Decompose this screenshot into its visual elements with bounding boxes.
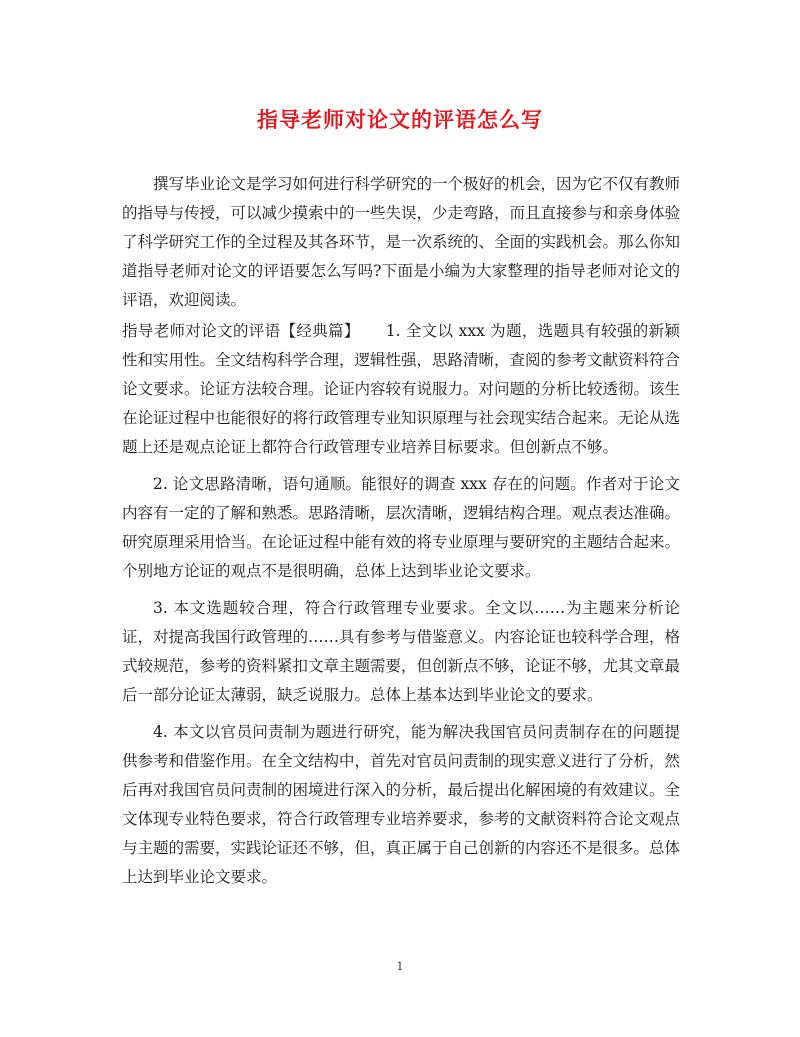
comment-item-3: 3. 本文选题较合理，符合行政管理专业要求。全文以……为主题来分析论证，对提高我国行政管理的……具有参考与借鉴意义。内容论证也较科学合理，格式较规范，参考的资料紧扣文章主题需要，但创新点不够，论证不够，尤其文章最后一部分论证太薄弱，缺乏说服力。总体上基本达到毕业论文的要求。 [122,599,681,704]
comment-item-1: 1. 全文以 xxx 为题，选题具有较强的新颖性和实用性。全文结构科学合理，逻辑性强，思路清晰，查阅的参考文献资料符合论文要求。论证方法较合理。论证内容较有说服力。对问题的分析比较透彻。该生在论证过程中也能很好的将行政管理专业知识原理与社会现实结合起来。无论从选题上还是观点论证上都符合行政管理专业培养目标要求。但创新点不够。 [122,322,681,456]
document-title: 指导老师对论文的评语怎么写 [257,107,543,132]
section-heading: 指导老师对论文的评语【经典篇】 [122,322,360,340]
section-paragraph [122,317,680,462]
intro-paragraph: 撰写毕业论文是学习如何进行科学研究的一个极好的机会，因为它不仅有教师的指导与传授，可以减少摸索中的一些失误，少走弯路，而且直接参与和亲身体验了科学研究工作的全过程及其各环节，是一次系统的、全面的实践机会。那么你知道指导老师对论文的评语要怎么写吗?下面是小编为大家整理的指导老师对论文的评语，欢迎阅读。 [122,175,681,309]
comment-item-2: 2. 论文思路清晰，语句通顺。能很好的调查 xxx 存在的问题。作者对于论文内容有一定的了解和熟悉。思路清晰，层次清晰，逻辑结构合理。观点表达准确。研究原理采用恰当。在论证过程中能有效的将专业原理与要研究的主题结合起来。个别地方论证的观点不是很明确，总体上达到毕业论文要求。 [122,475,681,580]
page-number: 1 [396,960,404,973]
document-body [122,170,680,892]
comment-item-4: 4. 本文以官员问责制为题进行研究，能为解决我国官员问责制存在的问题提供参考和借鉴作用。在全文结构中，首先对官员问责制的现实意义进行了分析，然后再对我国官员问责制的困境进行深入的分析，最后提出化解困境的有效建议。全文体现专业特色要求，符合行政管理专业培养要求，参考的文献资料符合论文观点与主题的需要，实践论证还不够，但，真正属于自己创新的内容还不是很多。总体上达到毕业论文要求。 [122,723,681,886]
